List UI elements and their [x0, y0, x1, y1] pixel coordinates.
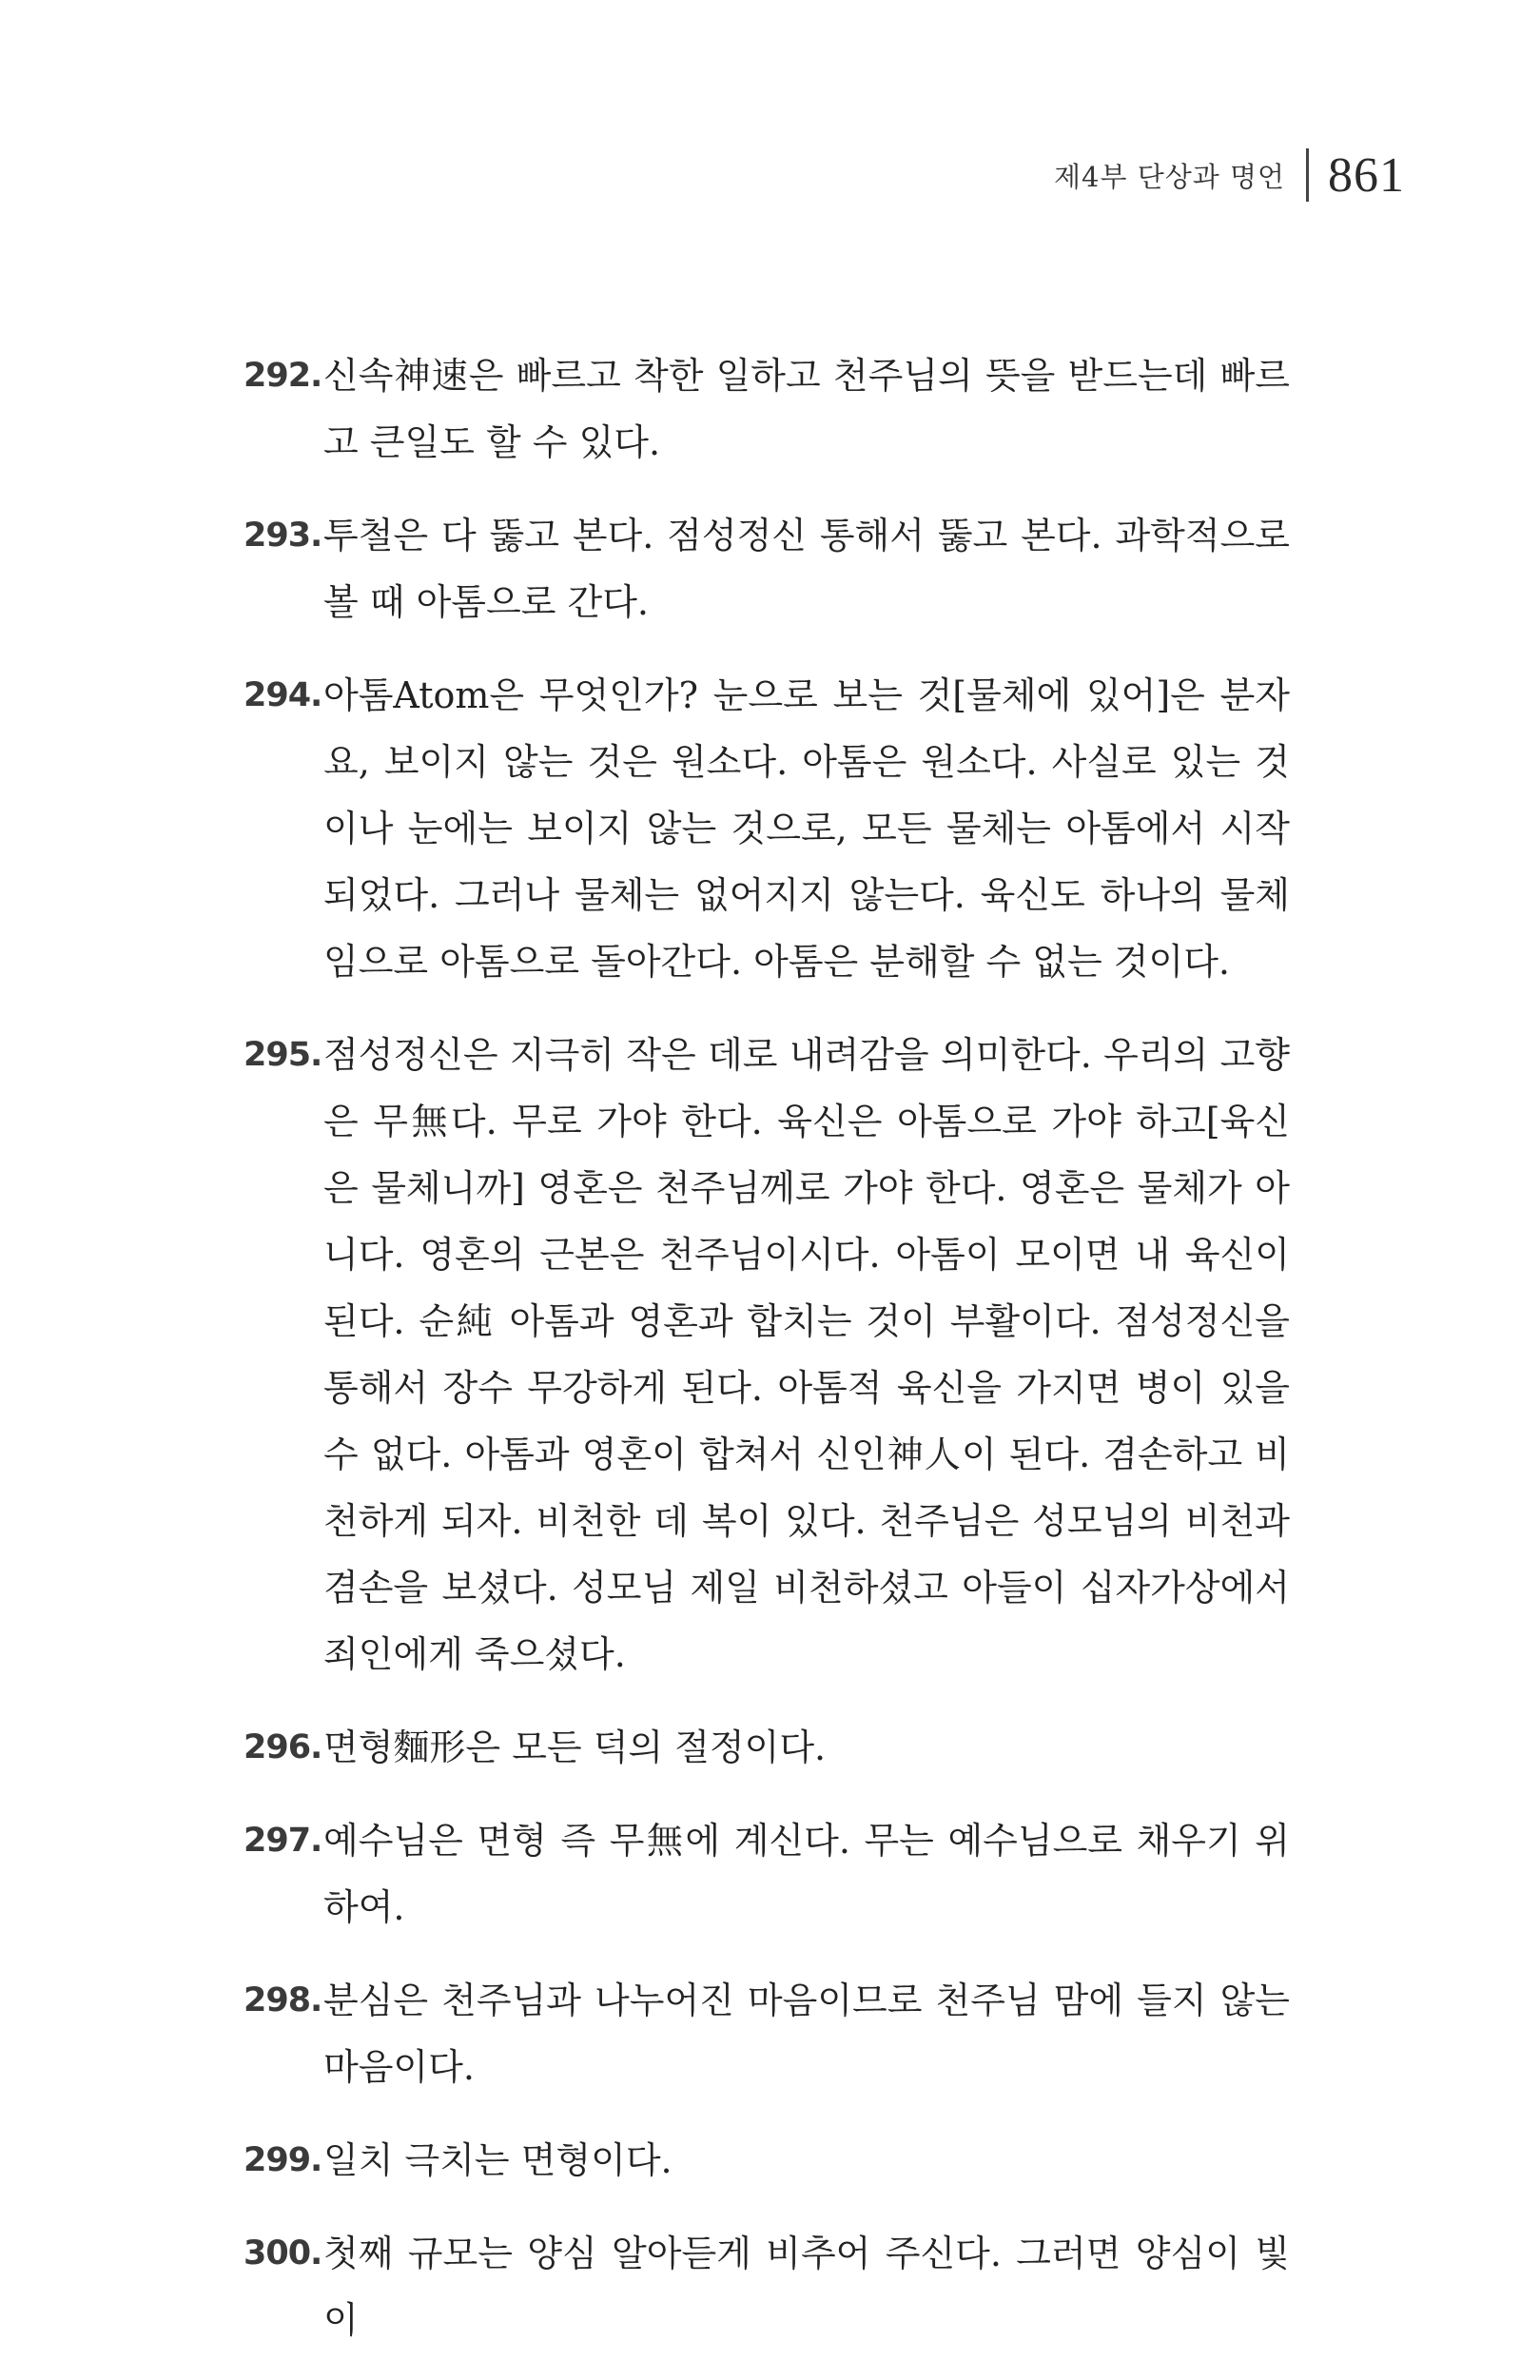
header-divider: [1306, 148, 1309, 202]
entry-text: 예수님은 면형 즉 무無에 계신다. 무는 예수님으로 채우기 위하여.: [323, 1820, 1290, 1928]
entry-number: 292.: [244, 357, 322, 395]
maxim-entry-296: [244, 1714, 1290, 1781]
running-header: [1054, 145, 1405, 205]
maxim-entry-294: [244, 662, 1290, 995]
entry-text: 투철은 다 뚫고 본다. 점성정신 통해서 뚫고 본다. 과학적으로 볼 때 아톰으로 간다.: [323, 515, 1290, 623]
entry-number: 297.: [244, 1822, 322, 1860]
entry-text: 일치 극치는 면형이다.: [323, 2139, 673, 2181]
page-number: 861: [1328, 147, 1405, 203]
entry-number: 296.: [244, 1728, 322, 1766]
maxim-entry-300: [244, 2220, 1290, 2353]
entry-text: 첫째 규모는 양심 알아듣게 비추어 주신다. 그러면 양심이 빛이: [323, 2233, 1290, 2341]
entry-number: 300.: [244, 2234, 322, 2273]
maxim-entry-297: [244, 1807, 1290, 1941]
entry-text: 분심은 천주님과 나누어진 마음이므로 천주님 맘에 들지 않는 마음이다.: [323, 1980, 1290, 2088]
maxim-entry-298: [244, 1967, 1290, 2100]
entry-number: 293.: [244, 517, 322, 555]
maxim-entry-293: [244, 502, 1290, 635]
maxim-entry-295: [244, 1022, 1290, 1687]
entry-text: 면형麵形은 모든 덕의 절정이다.: [323, 1726, 827, 1768]
maxim-list: [244, 342, 1290, 2380]
entry-text: 점성정신은 지극히 작은 데로 내려감을 의미한다. 우리의 고향은 무無다. 무로 가야 한다. 육신은 아톰으로 가야 하고[육신은 물체니까] 영혼은 천주님께로 가야 한다. 영혼은 물체가 아니다. 영혼의 근본은 천주님이시다. 아톰이 모이면 내 육신이 된다. 순純 아톰과 영혼과 합치는 것이 부활이다. 점성정신을 통해서 장수 무강하게 된다. 아톰적 육신을 가지면 병이 있을 수 없다. 아톰과 영혼이 합쳐서 신인神人이 된다. 겸손하고 비천하게 되자. 비천한 데 복이 있다. 천주님은 성모님의 비천과 겸손을 보셨다. 성모님 제일 비천하셨고 아들이 십자가상에서 죄인에게 죽으셨다.: [323, 1034, 1290, 1675]
entry-number: 294.: [244, 676, 322, 714]
entry-number: 299.: [244, 2141, 322, 2179]
maxim-entry-292: [244, 342, 1290, 476]
entry-number: 298.: [244, 1981, 322, 2019]
section-title: 제4부 단상과 명언: [1054, 160, 1285, 193]
maxim-entry-299: [244, 2127, 1290, 2194]
entry-text: 아톰Atom은 무엇인가? 눈으로 보는 것[물체에 있어]은 분자요, 보이지 않는 것은 원소다. 아톰은 원소다. 사실로 있는 것이나 눈에는 보이지 않는 것으로, 모든 물체는 아톰에서 시작되었다. 그러나 물체는 없어지지 않는다. 육신도 하나의 물체임으로 아톰으로 돌아간다. 아톰은 분해할 수 없는 것이다.: [323, 674, 1290, 983]
entry-text: 신속神速은 빠르고 착한 일하고 천주님의 뜻을 받드는데 빠르고 큰일도 할 수 있다.: [323, 355, 1290, 463]
entry-number: 295.: [244, 1036, 322, 1074]
